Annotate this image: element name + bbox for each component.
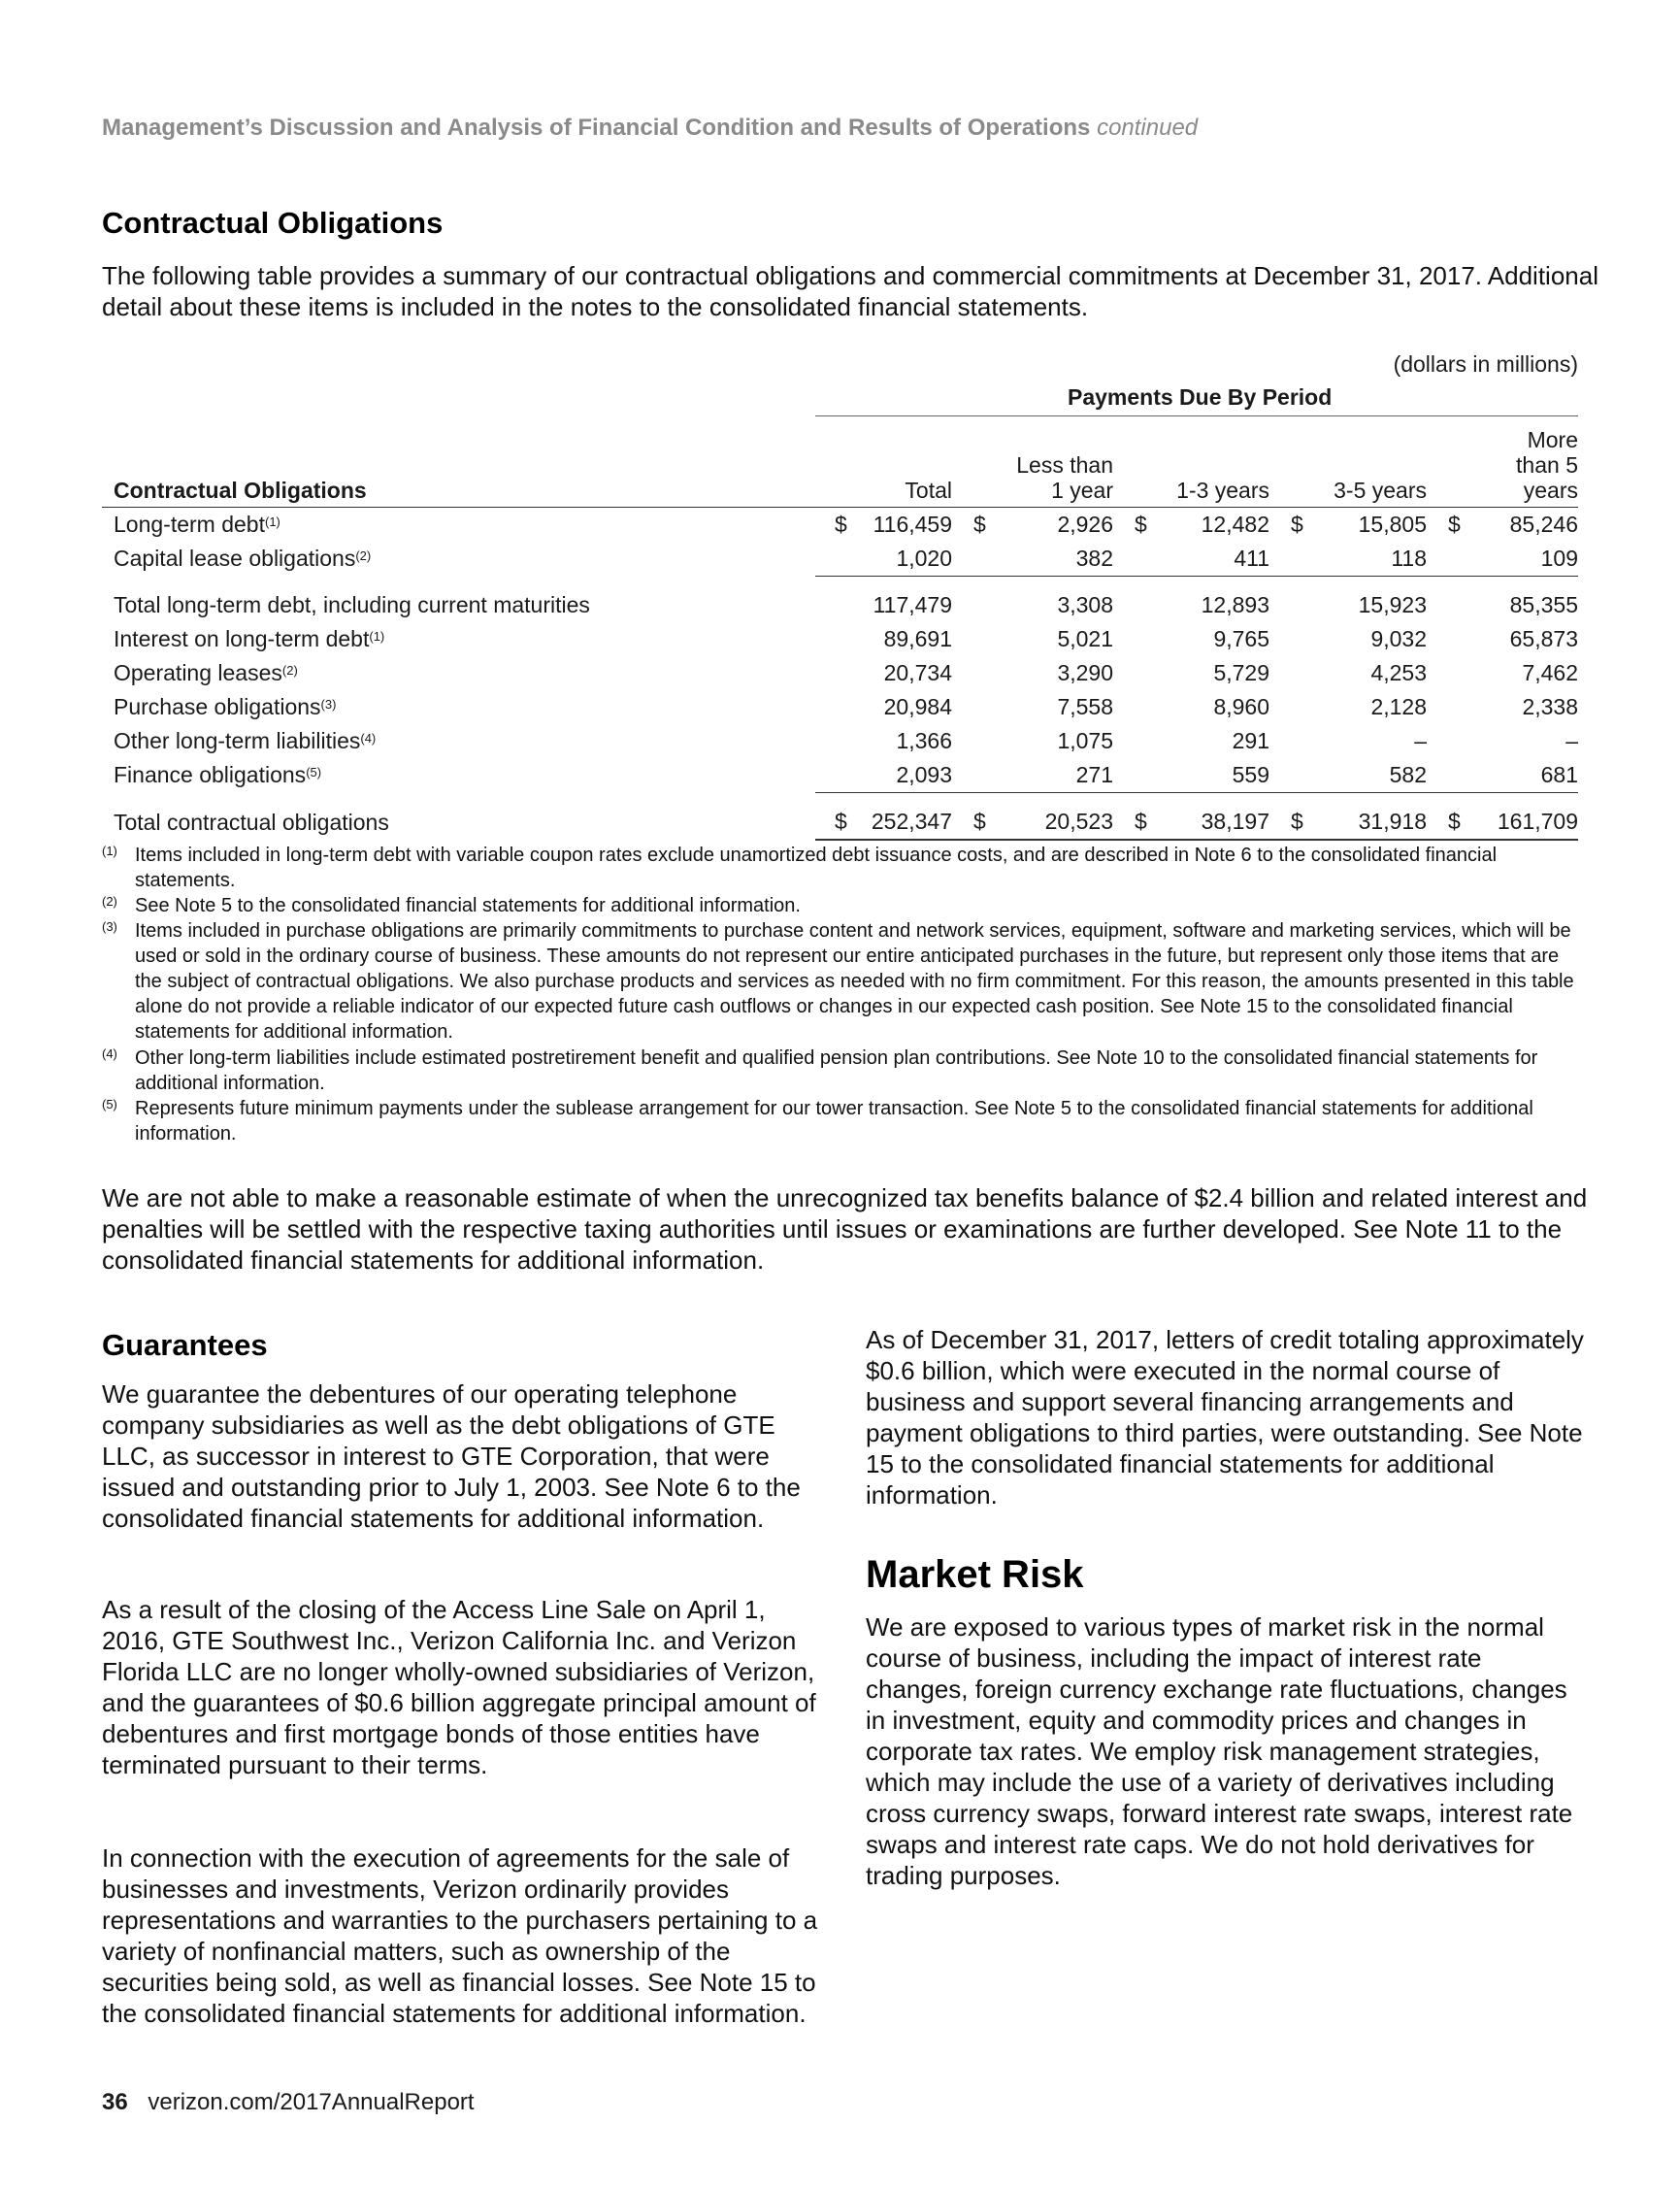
table-cell — [1113, 656, 1269, 690]
table-cell — [952, 758, 1113, 793]
cell-value: 7,558 — [1057, 694, 1113, 719]
page-number: 36 — [102, 2089, 128, 2115]
cell-value: – — [1414, 728, 1427, 753]
table-row — [102, 656, 1578, 690]
column-header: Less than 1 year — [952, 423, 1113, 508]
column-header: Total — [815, 423, 952, 508]
cell-value: 3,290 — [1057, 660, 1113, 685]
footnote-mark: (1) — [102, 844, 117, 858]
table-row — [102, 622, 1578, 656]
cell-value: 109 — [1540, 546, 1578, 571]
table-row — [102, 758, 1578, 793]
letters-of-credit-paragraph: As of December 31, 2017, letters of credit totaling approximately $0.6 billion, which were executed in the normal course of business and support several financing arrangements and payment obligations to third parties, were outstanding. See Note 15 to the consolidated financial statements for additional information. — [866, 1325, 1584, 1510]
row-label-text: Other long-term liabilities — [114, 728, 361, 753]
table-cell — [952, 690, 1113, 724]
footnote-ref: (4) — [360, 731, 377, 746]
footnote-text: Items included in long-term debt with variable coupon rates exclude unamortized debt issuance costs, and are described in Note 6 to the consolidated financial statements. — [135, 845, 1498, 891]
footnote — [102, 1096, 1582, 1146]
row-label-text: Total contractual obligations — [114, 809, 389, 835]
currency-symbol: $ — [835, 512, 847, 537]
footnote-text: See Note 5 to the consolidated financial statements for additional information. — [135, 895, 801, 916]
cell-value: 9,032 — [1370, 626, 1427, 651]
table-cell — [815, 805, 952, 840]
table-cell — [952, 508, 1113, 543]
cell-value: 65,873 — [1509, 626, 1578, 651]
table-row — [102, 805, 1578, 840]
table-cell — [1269, 622, 1427, 656]
table-cell — [1427, 656, 1578, 690]
row-spacer-cell — [102, 793, 1578, 806]
currency-symbol: $ — [1291, 512, 1303, 537]
cell-value: 271 — [1075, 762, 1113, 787]
table-cell — [1269, 588, 1427, 622]
row-label — [102, 758, 815, 793]
table-cell — [1113, 690, 1269, 724]
guarantees-paragraph-3: In connection with the execution of agreements for the sale of businesses and investments, Verizon ordinarily provides representations and warranties to the purchasers pertaining to a variety of nonfinancial matters, such as ownership of the securities being sold, as well as financial losses. See Note 15 to the consolidated financial statements for additional information. — [102, 1843, 818, 2028]
cell-value: 116,459 — [873, 512, 952, 537]
row-label — [102, 588, 815, 622]
contractual-obligations-table — [102, 423, 1578, 841]
row-label-text: Operating leases — [114, 660, 282, 685]
table-cell — [1427, 588, 1578, 622]
table-cell — [815, 758, 952, 793]
table-cell — [952, 542, 1113, 577]
cell-value: 20,984 — [883, 694, 952, 719]
cell-value: 681 — [1540, 762, 1578, 787]
cell-value: 1,020 — [896, 546, 952, 571]
row-label-text: Capital lease obligations — [114, 546, 356, 572]
table-cell — [1427, 622, 1578, 656]
cell-value: 89,691 — [883, 626, 952, 651]
cell-value: 161,709 — [1497, 809, 1578, 834]
table-cell — [1427, 724, 1578, 758]
table-row — [102, 588, 1578, 622]
running-header-continued: continued — [1097, 115, 1199, 141]
footnote-ref: (5) — [306, 765, 322, 780]
table-cell — [1427, 690, 1578, 724]
table-cell — [1269, 542, 1427, 577]
guarantees-heading: Guarantees — [102, 1328, 268, 1362]
table-row — [102, 508, 1578, 543]
cell-value: 117,479 — [873, 592, 952, 617]
footnote-mark: (5) — [102, 1097, 117, 1112]
row-label — [102, 690, 815, 724]
table-cell — [1269, 690, 1427, 724]
column-header: More than 5 years — [1427, 423, 1578, 508]
cell-value: 2,926 — [1057, 512, 1113, 537]
table-row — [102, 690, 1578, 724]
report-url: verizon.com/2017AnnualReport — [148, 2089, 475, 2115]
table-cell — [952, 622, 1113, 656]
currency-symbol: $ — [1448, 809, 1461, 834]
footnote-ref: (2) — [355, 548, 372, 564]
cell-value: 2,338 — [1522, 694, 1578, 719]
table-cell — [952, 805, 1113, 840]
currency-symbol: $ — [1448, 512, 1461, 537]
cell-value: 1,366 — [896, 728, 952, 753]
footnote-text: Other long-term liabilities include estimated postretirement benefit and qualified pension plan contributions. See Note 10 to the consolidated financial statements for additional information. — [135, 1047, 1538, 1094]
table-row — [102, 724, 1578, 758]
cell-value: 2,093 — [896, 762, 952, 787]
cell-value: 12,893 — [1201, 592, 1269, 617]
table-cell — [1269, 805, 1427, 840]
table-cell — [1269, 724, 1427, 758]
running-header-title: Management’s Discussion and Analysis of Financial Condition and Results of Operations — [102, 115, 1091, 141]
column-header: Contractual Obligations — [102, 423, 815, 508]
running-header — [102, 115, 1198, 142]
cell-value: 5,021 — [1057, 626, 1113, 651]
row-label — [102, 656, 815, 690]
cell-value: 4,253 — [1370, 660, 1427, 685]
cell-value: 9,765 — [1213, 626, 1269, 651]
group-header-rule — [815, 415, 1578, 416]
market-risk-heading: Market Risk — [866, 1553, 1084, 1596]
table-row — [102, 542, 1578, 577]
currency-symbol: $ — [835, 809, 847, 834]
table-cell — [952, 724, 1113, 758]
cell-value: 8,960 — [1213, 694, 1269, 719]
footnote-ref: (1) — [369, 629, 385, 644]
table-cell — [952, 588, 1113, 622]
table-cell — [952, 656, 1113, 690]
table-cell — [815, 508, 952, 543]
cell-value: 411 — [1234, 546, 1269, 571]
row-label — [102, 508, 815, 543]
row-spacer — [102, 793, 1578, 806]
footnote-text: Represents future minimum payments under the sublease arrangement for our tower transaction. See Note 5 to the consolidated financial statements for additional information. — [135, 1098, 1533, 1145]
cell-value: – — [1565, 728, 1578, 753]
cell-value: 3,308 — [1057, 592, 1113, 617]
cell-value: 15,923 — [1358, 592, 1427, 617]
cell-value: 291 — [1232, 728, 1269, 753]
cell-value: 31,918 — [1358, 809, 1427, 834]
footnote — [102, 1045, 1582, 1096]
cell-value: 7,462 — [1522, 660, 1578, 685]
row-label — [102, 805, 815, 840]
cell-value: 559 — [1232, 762, 1269, 787]
contractual-obligations-heading: Contractual Obligations — [102, 206, 444, 240]
cell-value: 252,347 — [871, 809, 952, 834]
footnote-ref: (2) — [281, 663, 298, 678]
row-label — [102, 542, 815, 577]
table-cell — [1269, 656, 1427, 690]
table-cell — [1427, 758, 1578, 793]
table-cell — [1113, 758, 1269, 793]
cell-value: 85,246 — [1509, 512, 1578, 537]
cell-value: 15,805 — [1358, 512, 1427, 537]
row-label-text: Purchase obligations — [114, 694, 321, 719]
currency-symbol: $ — [1135, 809, 1147, 834]
table-cell — [815, 542, 952, 577]
row-label — [102, 724, 815, 758]
row-label-text: Long-term debt — [114, 512, 265, 537]
cell-value: 85,355 — [1509, 592, 1578, 617]
cell-value: 2,128 — [1370, 694, 1427, 719]
row-label — [102, 622, 815, 656]
table-cell — [1113, 622, 1269, 656]
units-note: (dollars in millions) — [1393, 351, 1578, 377]
guarantees-paragraph-1: We guarantee the debentures of our operating telephone company subsidiaries as well as the debt obligations of GTE LLC, as successor in interest to GTE Corporation, that were issued and outstanding prior to July 1, 2003. See Note 6 to the consolidated financial statements for additional information. — [102, 1379, 801, 1533]
footnote-mark: (2) — [102, 894, 117, 909]
tax-benefits-paragraph: We are not able to make a reasonable estimate of when the unrecognized tax benefits balance of $2.4 billion and related interest and penalties will be settled with the respective taxing authorities until issues or examinations are further developed. See Note 11 to the consolidated financial statements for additional information. — [102, 1183, 1588, 1275]
currency-symbol: $ — [973, 512, 986, 537]
column-header: 3-5 years — [1269, 423, 1427, 508]
cell-value: 382 — [1075, 546, 1113, 571]
table-cell — [1113, 542, 1269, 577]
currency-symbol: $ — [973, 809, 986, 834]
table-cell — [1113, 805, 1269, 840]
row-spacer-cell — [102, 577, 1578, 589]
market-risk-paragraph: We are exposed to various types of market risk in the normal course of business, including the impact of interest rate changes, foreign currency exchange rate fluctuations, changes in investment, equity and commodity prices and changes in corporate tax rates. We employ risk management strategies, which may include the use of a variety of derivatives including cross currency swaps, forward interest rate swaps, interest rate swaps and interest rate caps. We do not hold derivatives for trading purposes. — [866, 1612, 1573, 1890]
cell-value: 20,734 — [883, 660, 952, 685]
cell-value: 118 — [1391, 546, 1427, 571]
table-cell — [815, 622, 952, 656]
cell-value: 20,523 — [1044, 809, 1113, 834]
table-cell — [1427, 542, 1578, 577]
footnote-text: Items included in purchase obligations are primarily commitments to purchase content and network services, equipment, software and marketing services, which will be used or sold in the ordinary course of business. These amounts do not represent our entire anticipated purchases in the future, but represent only those items that are the subject of contractual obligations. We also purchase products and services as needed with no firm commitment. For this reason, the amounts presented in this table alone do not provide a reliable indicator of our expected future cash outflows or changes in our expected cash position. See Note 15 to the consolidated financial statements for additional information. — [135, 920, 1574, 1043]
footnote — [102, 918, 1582, 1045]
currency-symbol: $ — [1135, 512, 1147, 537]
row-label-text: Finance obligations — [114, 762, 307, 788]
table-cell — [1113, 724, 1269, 758]
table-cell — [1269, 508, 1427, 543]
cell-value: 582 — [1389, 762, 1427, 787]
cell-value: 5,729 — [1213, 660, 1269, 685]
table-cell — [1427, 805, 1578, 840]
table-cell — [1113, 588, 1269, 622]
payments-due-header: Payments Due By Period — [1068, 384, 1333, 410]
footnote-ref: (3) — [320, 697, 337, 712]
table-header-row — [102, 423, 1578, 508]
table-cell — [815, 656, 952, 690]
page-footer — [102, 2089, 475, 2116]
row-spacer — [102, 577, 1578, 589]
currency-symbol: $ — [1291, 809, 1303, 834]
row-label-text: Interest on long-term debt — [114, 626, 370, 651]
table-cell — [815, 724, 952, 758]
table-cell — [815, 690, 952, 724]
table-cell — [1427, 508, 1578, 543]
cell-value: 38,197 — [1201, 809, 1269, 834]
guarantees-paragraph-2: As a result of the closing of the Access Line Sale on April 1, 2016, GTE Southwest Inc., Verizon California Inc. and Verizon Florida LLC are no longer wholly-owned subsidiaries of Verizon, and the guarantees of $0.6 billion aggregate principal amount of debentures and first mortgage bonds of those entities have terminated pursuant to their terms. — [102, 1595, 816, 1779]
row-label-text: Total long-term debt, including current maturities — [114, 592, 590, 617]
cell-value: 1,075 — [1057, 728, 1113, 753]
column-header: 1-3 years — [1113, 423, 1269, 508]
table-cell — [1269, 758, 1427, 793]
footnote — [102, 893, 1582, 918]
footnote-ref: (1) — [264, 514, 280, 529]
contractual-intro: The following table provides a summary of our contractual obligations and commercial commitments at December 31, 2017. Additional detail about these items is included in the notes to the consolidated financial statements. — [102, 261, 1598, 321]
footnote — [102, 843, 1582, 893]
table-cell — [815, 588, 952, 622]
cell-value: 12,482 — [1201, 512, 1269, 537]
table-cell — [1113, 508, 1269, 543]
footnote-mark: (3) — [102, 919, 117, 934]
footnote-mark: (4) — [102, 1046, 117, 1061]
